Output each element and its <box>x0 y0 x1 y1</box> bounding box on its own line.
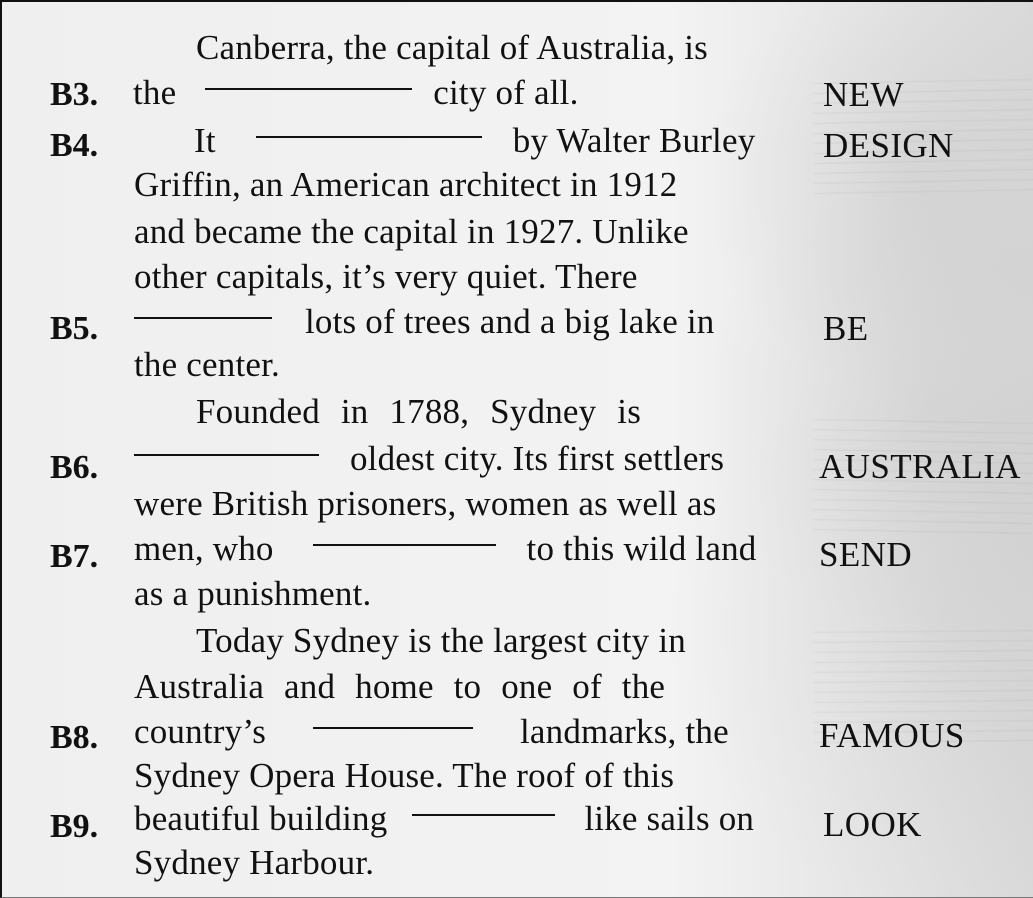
b8-label: B8. <box>50 719 99 756</box>
b4-label: B4. <box>50 127 99 164</box>
b8-line <box>134 714 729 749</box>
paragraph-3-line-6 <box>134 845 374 880</box>
paragraph-2-line-3 <box>134 486 716 521</box>
paragraph-1-line-8-text: the center. <box>134 345 281 384</box>
b3-keyword: NEW <box>823 75 904 114</box>
paragraph-2-line-1-text: Founded in 1788, Sydney is <box>196 392 642 431</box>
paragraph-3-line-1 <box>196 623 686 658</box>
paragraph-1-line-6-text: other capitals, it’s very quiet. There <box>134 257 638 296</box>
b3-line <box>133 75 579 110</box>
b4-keyword: DESIGN <box>823 126 954 165</box>
b9-line <box>134 801 754 836</box>
paragraph-1-line-1-text: Canberra, the capital of Australia, is <box>196 28 709 67</box>
b6-label: B6. <box>50 449 99 486</box>
b6-line <box>134 441 724 476</box>
b7-before-text: men, who <box>134 529 274 568</box>
b9-keyword: LOOK <box>823 805 922 844</box>
b3-label: B3. <box>50 76 99 113</box>
paragraph-2-line-5 <box>134 576 371 611</box>
b4-answer-blank[interactable] <box>256 136 482 138</box>
paragraph-3-line-1-text: Today Sydney is the largest city in <box>196 621 686 660</box>
b8-answer-blank[interactable] <box>313 727 473 729</box>
b5-after-text: lots of trees and a big lake in <box>304 302 715 341</box>
b9-answer-blank[interactable] <box>412 814 555 816</box>
b7-keyword: SEND <box>819 535 912 574</box>
b5-line <box>134 304 715 339</box>
b5-answer-blank[interactable] <box>134 317 272 319</box>
b9-after-text: like sails on <box>584 799 755 838</box>
b6-after-text: oldest city. Its first settlers <box>349 439 725 478</box>
b8-before-text: country’s <box>134 712 267 751</box>
paragraph-1-line-5-text: and became the capital in 1927. Unlike <box>134 212 689 251</box>
paragraph-3-line-4-text: Sydney Opera House. The roof of this <box>134 756 675 795</box>
b3-after-text: city of all. <box>433 73 579 112</box>
paragraph-1-line-4 <box>134 167 677 202</box>
paragraph-1-line-8 <box>134 347 280 382</box>
paragraph-3-line-2-text: Australia and home to one of the <box>134 667 666 706</box>
b5-keyword: BE <box>823 309 869 348</box>
paragraph-3-line-4 <box>134 758 674 793</box>
b7-line <box>134 531 756 566</box>
b7-label: B7. <box>50 538 99 575</box>
b4-before-text: It <box>194 121 216 160</box>
b5-label: B5. <box>50 310 99 347</box>
paragraph-1-line-6 <box>134 259 638 294</box>
paragraph-3-line-2 <box>134 669 665 704</box>
b6-answer-blank[interactable] <box>134 454 319 456</box>
paragraph-3-line-6-text: Sydney Harbour. <box>134 843 375 882</box>
b9-before-text: beautiful building <box>134 799 388 838</box>
b4-after-text: by Walter Burley <box>512 121 756 160</box>
b4-line <box>194 123 755 158</box>
b3-before-text: the <box>133 73 177 112</box>
b8-keyword: FAMOUS <box>819 716 965 755</box>
paragraph-2-line-3-text: were British prisoners, women as well as <box>134 484 717 523</box>
b6-keyword: AUSTRALIA <box>819 447 1021 486</box>
paragraph-1-line-1 <box>196 30 708 65</box>
paragraph-2-line-1 <box>196 394 641 429</box>
b9-label: B9. <box>50 808 99 845</box>
paragraph-1-line-5 <box>134 214 689 249</box>
paragraph-2-line-5-text: as a punishment. <box>134 574 372 613</box>
b7-answer-blank[interactable] <box>313 544 496 546</box>
paragraph-1-line-4-text: Griffin, an American architect in 1912 <box>134 165 678 204</box>
b8-after-text: landmarks, the <box>519 712 729 751</box>
b7-after-text: to this wild land <box>526 529 757 568</box>
b3-answer-blank[interactable] <box>205 88 412 90</box>
